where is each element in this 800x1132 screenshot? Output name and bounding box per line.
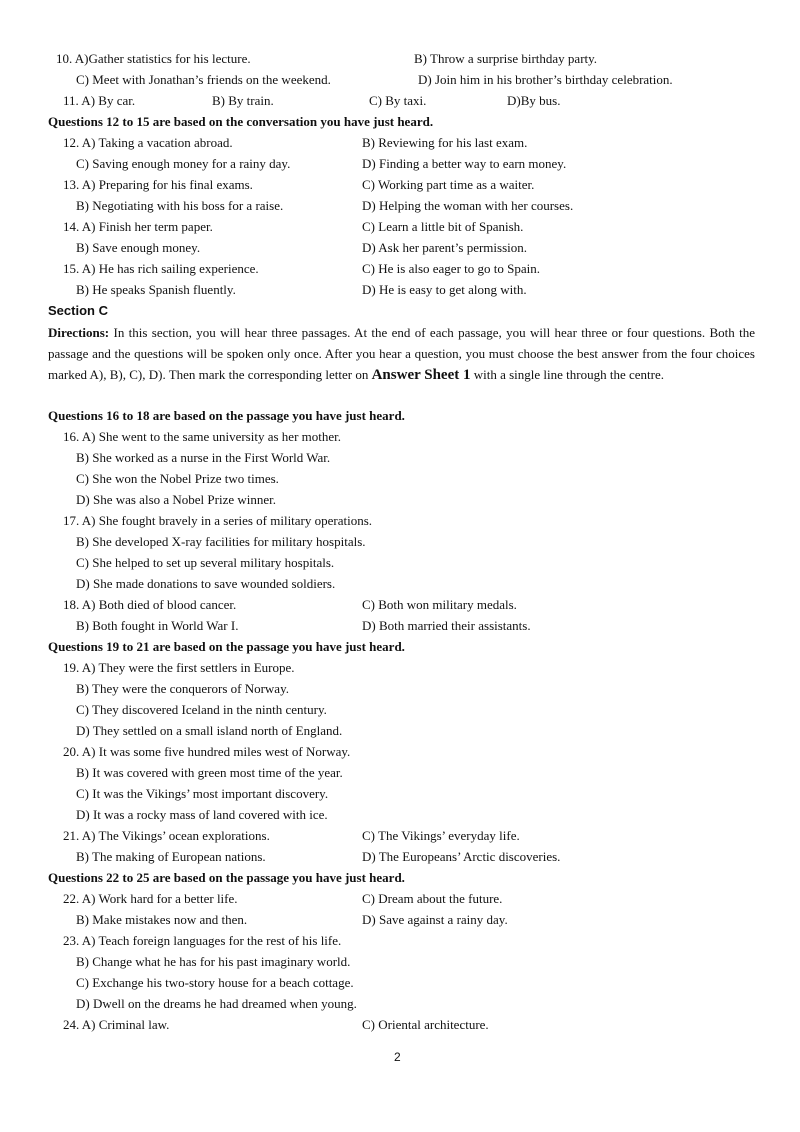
q20-option-a: 20. A) It was some five hundred miles west of Norway. — [63, 744, 351, 759]
q21-option-a: 21. A) The Vikings’ ocean explorations. — [63, 828, 270, 843]
q11-option-b: B) By train. — [212, 93, 274, 108]
q15-option-a: 15. A) He has rich sailing experience. — [63, 261, 259, 276]
q16-option-a: 16. A) She went to the same university as her mother. — [63, 429, 342, 444]
q19-option-d: D) They settled on a small island north of England. — [76, 723, 343, 738]
q10-option-c: C) Meet with Jonathan’s friends on the weekend. — [76, 72, 331, 87]
q13-option-d: D) Helping the woman with her courses. — [362, 198, 574, 213]
q20-option-b: B) It was covered with green most time of the year. — [76, 765, 343, 780]
q17-option-a: 17. A) She fought bravely in a series of military operations. — [63, 513, 373, 528]
q10-option-d: D) Join him in his brother’s birthday celebration. — [418, 72, 673, 87]
q18-option-a: 18. A) Both died of blood cancer. — [63, 597, 237, 612]
q12-option-b: B) Reviewing for his last exam. — [362, 135, 528, 150]
q18-option-c: C) Both won military medals. — [362, 597, 517, 612]
q22-option-c: C) Dream about the future. — [362, 891, 503, 906]
q19-option-b: B) They were the conquerors of Norway. — [76, 681, 289, 696]
q22-option-b: B) Make mistakes now and then. — [76, 912, 248, 927]
q10-option-a: 10. A)Gather statistics for his lecture. — [56, 51, 251, 66]
heading-questions-12-15: Questions 12 to 15 are based on the conversation you have just heard. — [48, 114, 434, 129]
q14-option-b: B) Save enough money. — [76, 240, 201, 255]
directions-text-2: with a single line through the centre. — [470, 367, 664, 382]
q23-option-d: D) Dwell on the dreams he had dreamed when young. — [76, 996, 357, 1011]
q11-option-c: C) By taxi. — [369, 93, 427, 108]
directions-paragraph — [48, 322, 755, 386]
directions-text-1: In this section, you will hear three passages. At the end of each passage, you will hear three or four questions. Both the passage and the questions will be spoken only once. After you hear a question, you must choose the best answer from the four choices marked A), B), C), D). Then mark the corresponding letter on — [48, 325, 755, 382]
q21-option-c: C) The Vikings’ everyday life. — [362, 828, 520, 843]
q17-option-b: B) She developed X-ray facilities for military hospitals. — [76, 534, 366, 549]
q12-option-c: C) Saving enough money for a rainy day. — [76, 156, 291, 171]
q15-option-c: C) He is also eager to go to Spain. — [362, 261, 540, 276]
heading-questions-22-25: Questions 22 to 25 are based on the passage you have just heard. — [48, 870, 405, 885]
q11-option-a: 11. A) By car. — [63, 93, 136, 108]
q13-option-a: 13. A) Preparing for his final exams. — [63, 177, 253, 192]
heading-questions-19-21: Questions 19 to 21 are based on the passage you have just heard. — [48, 639, 405, 654]
q18-option-b: B) Both fought in World War I. — [76, 618, 239, 633]
q24-option-a: 24. A) Criminal law. — [63, 1017, 170, 1032]
q12-option-d: D) Finding a better way to earn money. — [362, 156, 567, 171]
heading-questions-16-18: Questions 16 to 18 are based on the passage you have just heard. — [48, 408, 405, 423]
q15-option-b: B) He speaks Spanish fluently. — [76, 282, 236, 297]
q19-option-c: C) They discovered Iceland in the ninth century. — [76, 702, 327, 717]
q16-option-b: B) She worked as a nurse in the First World War. — [76, 450, 331, 465]
q17-option-c: C) She helped to set up several military hospitals. — [76, 555, 335, 570]
q20-option-c: C) It was the Vikings’ most important discovery. — [76, 786, 329, 801]
q19-option-a: 19. A) They were the first settlers in Europe. — [63, 660, 295, 675]
q23-option-a: 23. A) Teach foreign languages for the rest of his life. — [63, 933, 342, 948]
q21-option-d: D) The Europeans’ Arctic discoveries. — [362, 849, 561, 864]
q10-option-b: B) Throw a surprise birthday party. — [414, 51, 598, 66]
q14-option-d: D) Ask her parent’s permission. — [362, 240, 528, 255]
q23-option-b: B) Change what he has for his past imaginary world. — [76, 954, 351, 969]
answer-sheet-label: Answer Sheet 1 — [371, 367, 471, 383]
q13-option-c: C) Working part time as a waiter. — [362, 177, 535, 192]
q16-option-d: D) She was also a Nobel Prize winner. — [76, 492, 277, 507]
section-c-title: Section C — [48, 303, 108, 318]
q22-option-a: 22. A) Work hard for a better life. — [63, 891, 238, 906]
q17-option-d: D) She made donations to save wounded soldiers. — [76, 576, 336, 591]
q11-option-d: D)By bus. — [507, 93, 561, 108]
q24-option-c: C) Oriental architecture. — [362, 1017, 489, 1032]
q18-option-d: D) Both married their assistants. — [362, 618, 531, 633]
q14-option-c: C) Learn a little bit of Spanish. — [362, 219, 524, 234]
page-number: 2 — [394, 1050, 401, 1064]
q21-option-b: B) The making of European nations. — [76, 849, 266, 864]
q16-option-c: C) She won the Nobel Prize two times. — [76, 471, 279, 486]
q14-option-a: 14. A) Finish her term paper. — [63, 219, 213, 234]
q23-option-c: C) Exchange his two-story house for a beach cottage. — [76, 975, 354, 990]
q13-option-b: B) Negotiating with his boss for a raise. — [76, 198, 284, 213]
q20-option-d: D) It was a rocky mass of land covered with ice. — [76, 807, 328, 822]
q12-option-a: 12. A) Taking a vacation abroad. — [63, 135, 233, 150]
q15-option-d: D) He is easy to get along with. — [362, 282, 527, 297]
q22-option-d: D) Save against a rainy day. — [362, 912, 508, 927]
directions-label: Directions: — [48, 325, 110, 340]
